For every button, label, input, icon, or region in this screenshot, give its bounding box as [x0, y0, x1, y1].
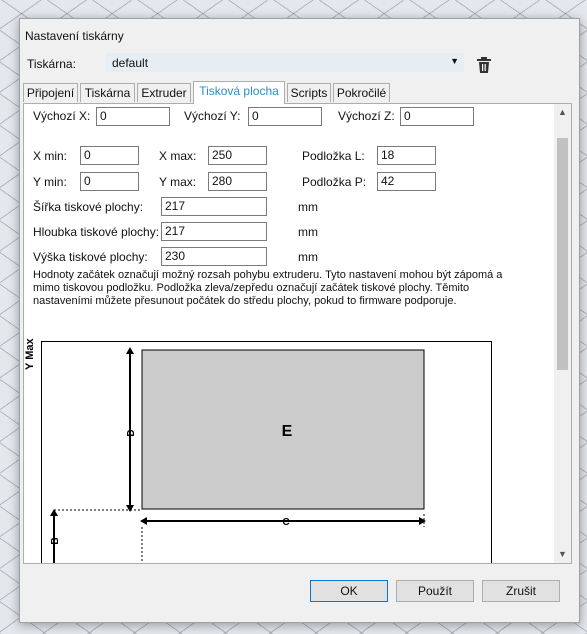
bed-width-unit: mm — [298, 200, 318, 214]
bed-depth-unit: mm — [298, 225, 318, 239]
ok-button[interactable]: OK — [310, 580, 388, 602]
dropdown-arrow-icon: ▼ — [450, 56, 459, 66]
tab-print-bed[interactable]: Tisková plocha — [193, 81, 285, 104]
cancel-button[interactable]: Zrušit — [482, 580, 560, 602]
ymax-label: Y max: — [159, 175, 197, 189]
bed-front-input[interactable]: 42 — [377, 172, 436, 191]
ymin-input[interactable]: 0 — [80, 172, 139, 191]
vertical-scrollbar[interactable] — [554, 104, 571, 563]
home-z-label: Výchozí Z: — [338, 109, 395, 123]
dialog-title: Nastavení tiskárny — [25, 29, 124, 43]
printer-settings-dialog — [19, 18, 580, 623]
xmax-label: X max: — [159, 149, 197, 163]
xmax-input[interactable]: 250 — [208, 146, 267, 165]
home-y-label: Výchozí Y: — [184, 109, 241, 123]
tab-connection[interactable]: Připojení — [23, 83, 78, 102]
bed-diagram — [24, 334, 554, 564]
bed-height-input[interactable]: 230 — [161, 247, 267, 266]
bed-height-unit: mm — [298, 250, 318, 264]
tab-extruder[interactable]: Extruder — [137, 83, 191, 102]
bed-depth-label: Hloubka tiskové plochy: — [33, 225, 160, 239]
bed-width-label: Šířka tiskové plochy: — [33, 200, 144, 214]
bed-front-label: Podložka P: — [302, 175, 367, 189]
scroll-down-icon[interactable]: ▼ — [558, 549, 567, 559]
label-b: B — [50, 537, 61, 545]
label-d: D — [126, 429, 137, 437]
xmin-label: X min: — [33, 149, 68, 163]
ymax-input[interactable]: 280 — [208, 172, 267, 191]
bed-left-label: Podložka L: — [302, 149, 365, 163]
help-text: Hodnoty začátek označují možný rozsah pohybu extruderu. Tyto nastavení mohou být zápomá a mimo tiskovou podložku. Podložka zleva/zepředu označují začátek tiskové plochy. Těmito nastaveními můžete přesunout počátek do středu plochy, pokud to firmware podporuje. — [33, 269, 503, 307]
bed-width-input[interactable]: 217 — [161, 197, 267, 216]
xmin-input[interactable]: 0 — [80, 146, 139, 165]
home-y-input[interactable]: 0 — [248, 107, 322, 126]
tab-printer[interactable]: Tiskárna — [80, 83, 135, 102]
home-z-input[interactable]: 0 — [400, 107, 474, 126]
label-e: E — [281, 423, 293, 440]
home-x-label: Výchozí X: — [33, 109, 91, 123]
home-x-input[interactable]: 0 — [96, 107, 170, 126]
y-max-axis-label: Y Max — [24, 338, 36, 370]
printer-label: Tiskárna: — [27, 57, 76, 71]
ymin-label: Y min: — [33, 175, 67, 189]
bed-depth-input[interactable]: 217 — [161, 222, 267, 241]
bed-height-label: Výška tiskové plochy: — [33, 250, 148, 264]
scroll-up-icon[interactable]: ▲ — [558, 107, 567, 117]
trash-icon[interactable] — [476, 56, 492, 74]
printer-select-value: default — [112, 56, 149, 70]
bed-left-input[interactable]: 18 — [377, 146, 436, 165]
scroll-thumb[interactable] — [557, 138, 568, 370]
tab-scripts[interactable]: Scripts — [287, 83, 331, 102]
printer-select[interactable] — [106, 53, 464, 72]
print-bed-panel — [23, 103, 572, 564]
apply-button[interactable]: Použít — [396, 580, 474, 602]
tab-advanced[interactable]: Pokročilé — [333, 83, 390, 102]
label-c: C — [282, 517, 290, 528]
